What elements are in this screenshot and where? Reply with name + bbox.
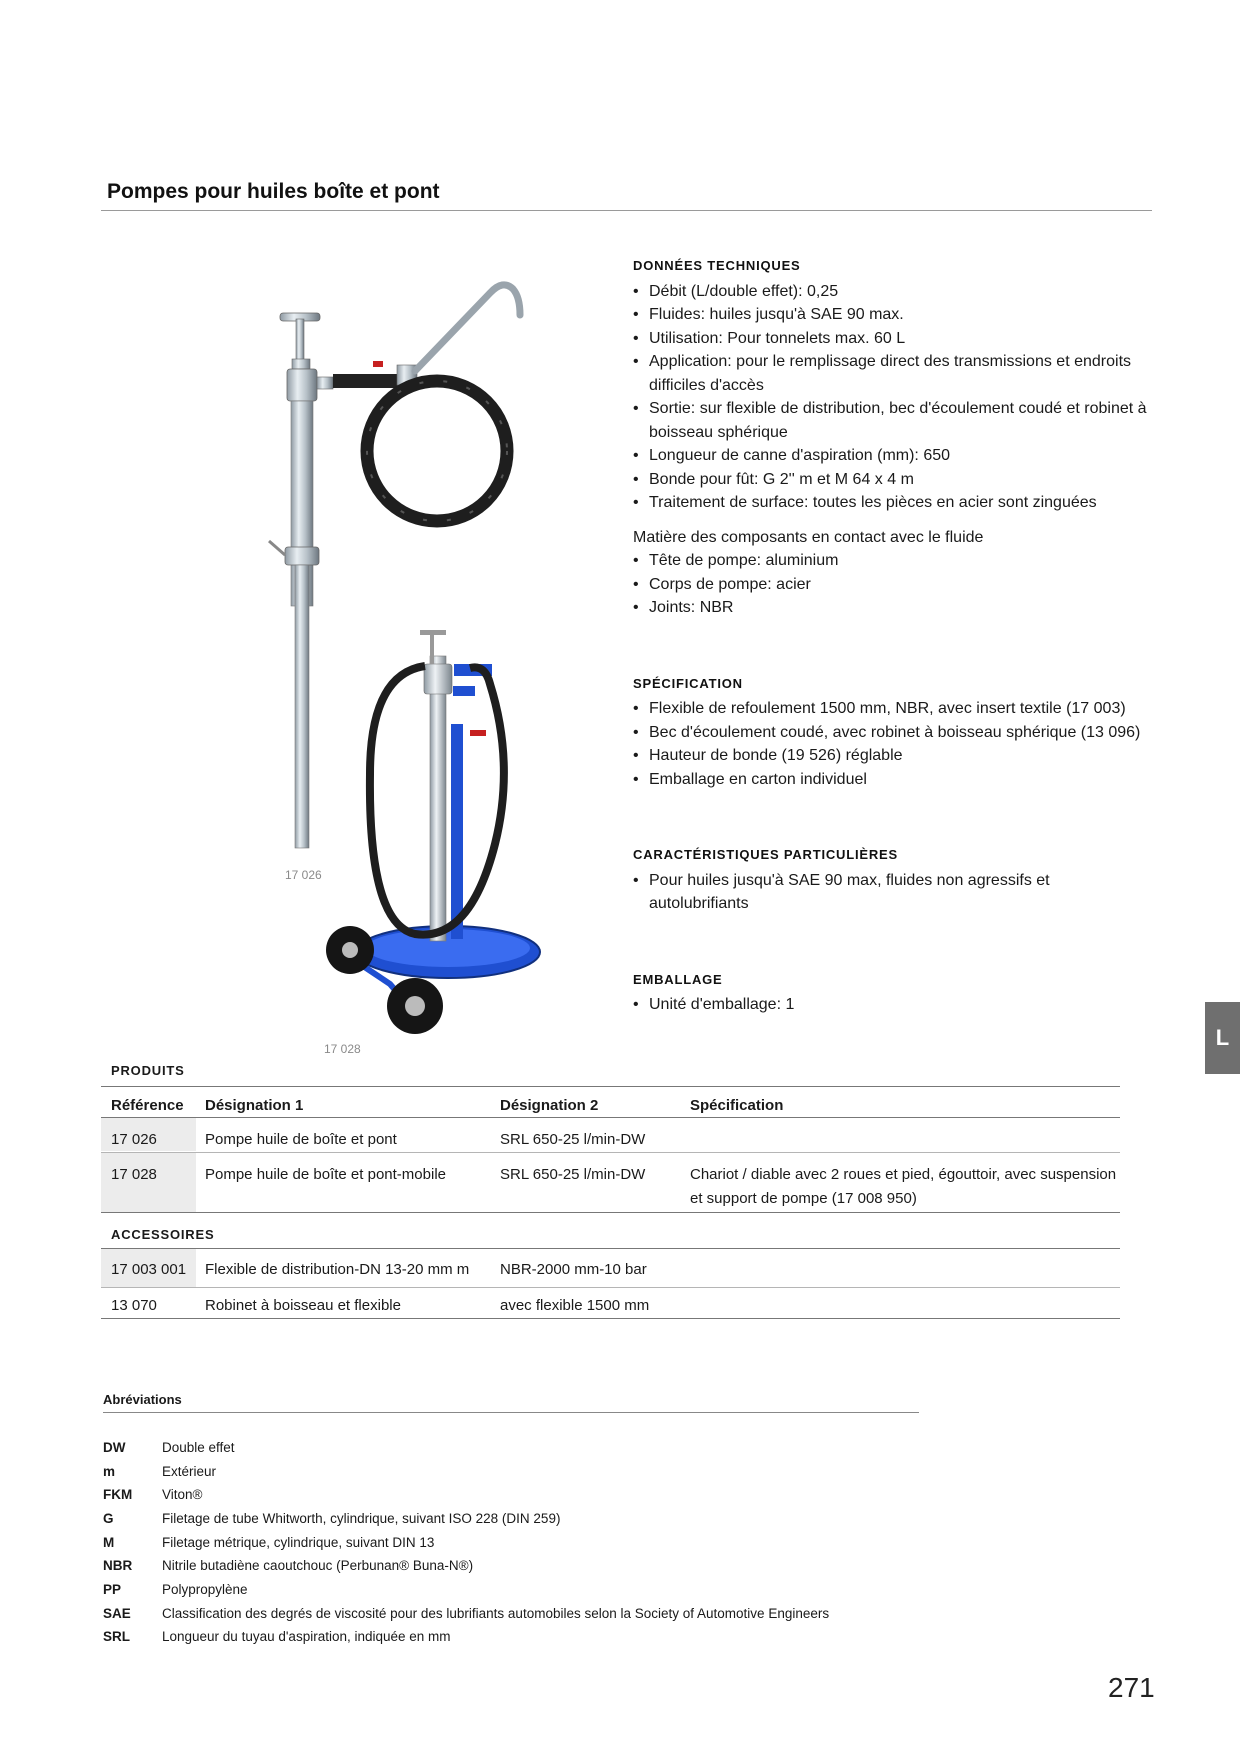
accessoires-heading: ACCESSOIRES xyxy=(111,1227,215,1242)
list-item: • Emballage en carton individuel xyxy=(633,768,1153,792)
abbreviation-key: NBR xyxy=(103,1558,133,1573)
page-number: 271 xyxy=(1108,1672,1155,1703)
col-header-specification: Spécification xyxy=(690,1097,784,1114)
product-ref: 17 026 xyxy=(111,1131,157,1148)
list-item: • Traitement de surface: toutes les pièces en acier sont zinguées xyxy=(633,491,1153,515)
section-tab: L xyxy=(1205,1002,1240,1074)
table-divider xyxy=(101,1287,1120,1288)
product-specification-line-2: et support de pompe (17 008 950) xyxy=(690,1190,917,1207)
product-designation-1: Pompe huile de boîte et pont xyxy=(205,1131,397,1148)
table-divider xyxy=(101,1117,1120,1118)
abbreviation-key: FKM xyxy=(103,1487,133,1502)
table-divider xyxy=(101,1086,1120,1087)
table-divider xyxy=(101,1318,1120,1319)
abbreviation-value: Double effet xyxy=(162,1440,235,1455)
produits-heading: PRODUITS xyxy=(111,1063,185,1078)
emballage-heading: EMBALLAGE xyxy=(633,971,723,987)
product-designation-2: SRL 650-25 l/min-DW xyxy=(500,1166,646,1183)
emballage-list xyxy=(633,993,1153,1017)
table-row xyxy=(101,1258,1120,1282)
abbreviation-key: PP xyxy=(103,1582,122,1597)
technical-details xyxy=(633,254,1153,1017)
abbreviation-value: Viton® xyxy=(162,1487,203,1502)
pump-reference-label: 17 026 xyxy=(285,868,322,882)
list-item: • Sortie: sur flexible de distribution, bec d'écoulement coudé et robinet à boisseau sphérique xyxy=(633,397,1153,444)
abbreviation-key: SAE xyxy=(103,1606,131,1621)
list-item: • Application: pour le remplissage direct des transmissions et endroits difficiles d'accès xyxy=(633,350,1153,397)
col-header-designation-1: Désignation 1 xyxy=(205,1097,304,1114)
specification-list xyxy=(633,697,1153,791)
table-divider xyxy=(101,1152,1120,1153)
abbreviation-key: M xyxy=(103,1535,115,1550)
title-divider xyxy=(101,210,1152,211)
col-header-designation-2: Désignation 2 xyxy=(500,1097,599,1114)
abbreviation-value: Extérieur xyxy=(162,1464,217,1479)
table-row xyxy=(101,1128,1120,1152)
abbreviation-key: DW xyxy=(103,1440,126,1455)
accessory-designation-2: NBR-2000 mm-10 bar xyxy=(500,1261,647,1278)
abbreviations-divider xyxy=(103,1412,919,1413)
list-item: • Hauteur de bonde (19 526) réglable xyxy=(633,744,1153,768)
abbreviation-value: Polypropylène xyxy=(162,1582,248,1597)
table-divider xyxy=(101,1248,1120,1249)
product-designation-2: SRL 650-25 l/min-DW xyxy=(500,1131,646,1148)
accessory-designation-1: Robinet à boisseau et flexible xyxy=(205,1297,401,1314)
table-divider xyxy=(101,1212,1120,1213)
list-item: • Bec d'écoulement coudé, avec robinet à boisseau sphérique (13 096) xyxy=(633,721,1153,745)
list-item: • Tête de pompe: aluminium xyxy=(633,549,1153,573)
product-ref: 17 028 xyxy=(111,1166,157,1183)
product-specification-line-1: Chariot / diable avec 2 roues et pied, égouttoir, avec suspension xyxy=(690,1166,1117,1183)
abbreviation-key: SRL xyxy=(103,1629,130,1644)
col-header-reference: Référence xyxy=(111,1097,184,1114)
abbreviation-key: G xyxy=(103,1511,114,1526)
abbreviations-heading: Abréviations xyxy=(103,1392,182,1407)
abbreviation-value: Filetage de tube Whitworth, cylindrique, suivant ISO 228 (DIN 259) xyxy=(162,1511,561,1526)
specification-heading: SPÉCIFICATION xyxy=(633,675,743,691)
caracteristiques-list xyxy=(633,869,1153,916)
abbreviation-key: m xyxy=(103,1464,116,1479)
donnees-heading: DONNÉES TECHNIQUES xyxy=(633,258,801,273)
accessory-ref: 13 070 xyxy=(111,1297,157,1314)
list-item: • Corps de pompe: acier xyxy=(633,573,1153,597)
materials-intro: Matière des composants en contact avec le fluide xyxy=(633,528,984,546)
table-row xyxy=(101,1294,1120,1318)
list-item: • Fluides: huiles jusqu'à SAE 90 max. xyxy=(633,303,1153,327)
list-item: • Pour huiles jusqu'à SAE 90 max, fluides non agressifs et autolubrifiants xyxy=(633,869,1153,916)
product-designation-1: Pompe huile de boîte et pont-mobile xyxy=(205,1166,446,1183)
trolley-reference-label: 17 028 xyxy=(324,1042,361,1056)
trolley-pump-illustration xyxy=(320,624,590,1036)
abbreviation-value: Filetage métrique, cylindrique, suivant DIN 13 xyxy=(162,1535,435,1550)
caracteristiques-heading: CARACTÉRISTIQUES PARTICULIÈRES xyxy=(633,847,898,862)
list-item: • Bonde pour fût: G 2'' m et M 64 x 4 m xyxy=(633,468,1153,492)
accessory-designation-1: Flexible de distribution-DN 13-20 mm m xyxy=(205,1261,470,1278)
list-item: • Joints: NBR xyxy=(633,596,1153,620)
trolley-image xyxy=(320,624,590,1036)
table-row xyxy=(101,1163,1120,1211)
list-item: • Longueur de canne d'aspiration (mm): 650 xyxy=(633,444,1153,468)
products-table xyxy=(101,1060,1120,1320)
abbreviation-value: Nitrile butadiène caoutchouc (Perbunan® Buna-N®) xyxy=(162,1558,474,1573)
list-item: • Unité d'emballage: 1 xyxy=(633,993,1153,1017)
abbreviation-value: Classification des degrés de viscosité pour des lubrifiants automobiles selon la Society of Automotive Engineers xyxy=(162,1606,830,1621)
page-title: Pompes pour huiles boîte et pont xyxy=(107,180,440,203)
list-item: • Utilisation: Pour tonnelets max. 60 L xyxy=(633,327,1153,351)
abbreviation-value: Longueur du tuyau d'aspiration, indiquée en mm xyxy=(162,1629,451,1644)
accessory-ref: 17 003 001 xyxy=(111,1261,187,1278)
donnees-list xyxy=(633,280,1153,515)
list-item: • Flexible de refoulement 1500 mm, NBR, avec insert textile (17 003) xyxy=(633,697,1153,721)
list-item: • Débit (L/double effet): 0,25 xyxy=(633,280,1153,304)
accessory-designation-2: avec flexible 1500 mm xyxy=(500,1297,650,1314)
materials-list xyxy=(633,549,1153,620)
